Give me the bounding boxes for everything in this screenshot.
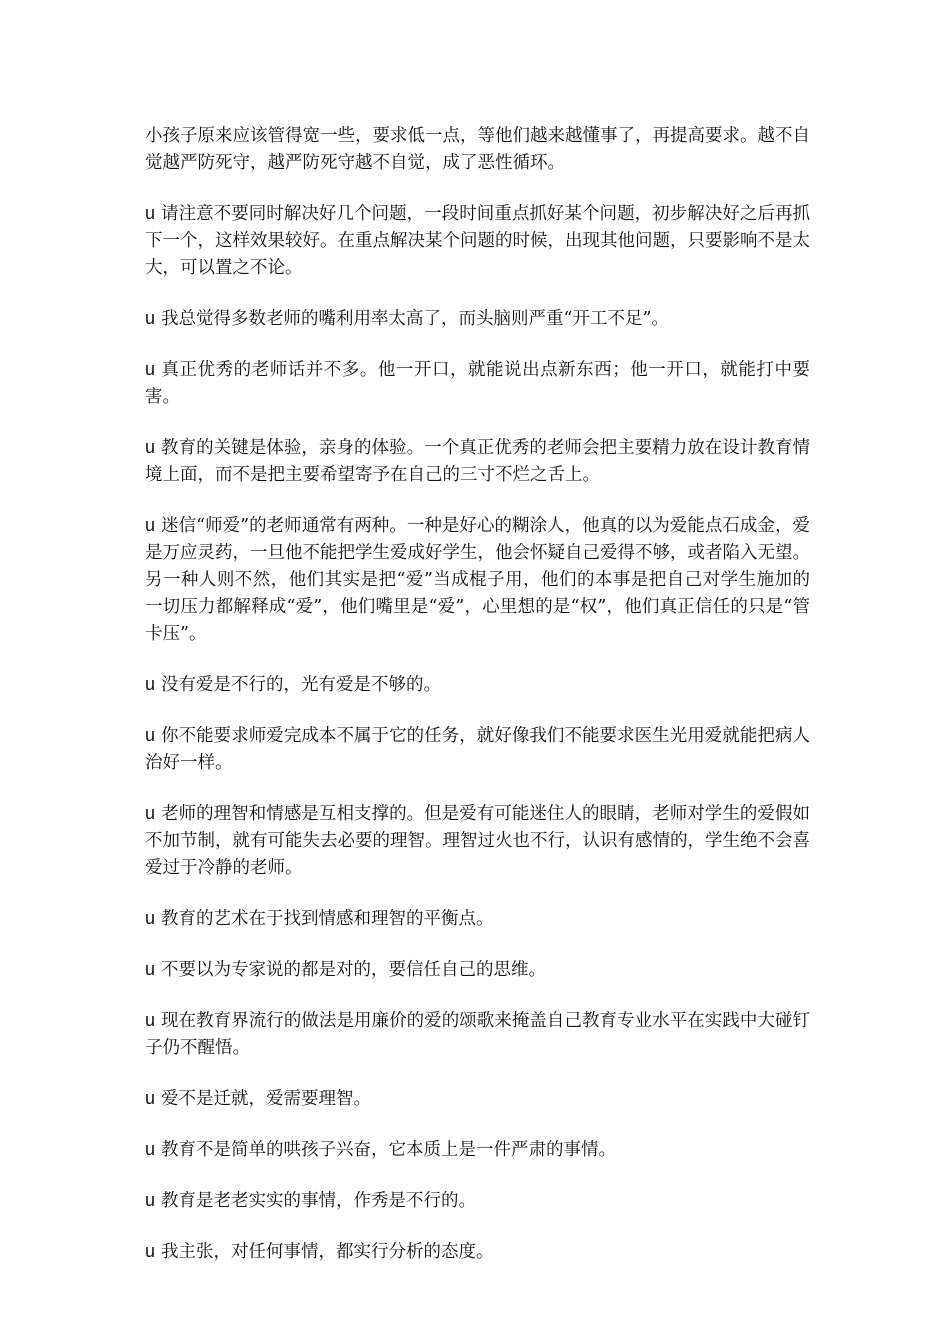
bullet-marker: u xyxy=(145,359,156,379)
bullet-marker: u xyxy=(145,308,156,328)
text-paragraph xyxy=(145,305,810,333)
bullet-marker: u xyxy=(145,674,156,694)
text-paragraph xyxy=(145,200,810,282)
bullet-marker: u xyxy=(145,1088,156,1108)
bullet-marker: u xyxy=(145,725,156,745)
text-paragraph xyxy=(145,671,810,699)
text-paragraph xyxy=(145,434,810,489)
paragraph-text: 你不能要求师爱完成本不属于它的任务，就好像我们不能要求医生光用爱就能把病人治好一样。 xyxy=(145,726,810,773)
bullet-marker: u xyxy=(145,803,156,823)
bullet-marker: u xyxy=(145,437,156,457)
paragraph-text: 现在教育界流行的做法是用廉价的爱的颂歌来掩盖自己教育专业水平在实践中大碰钉子仍不醒悟。 xyxy=(145,1011,810,1058)
paragraph-text: 爱不是迁就，爱需要理智。 xyxy=(161,1089,372,1109)
paragraph-text: 我主张，对任何事情，都实行分析的态度。 xyxy=(161,1242,494,1262)
paragraph-text: 真正优秀的老师话并不多。他一开口，就能说出点新东西；他一开口，就能打中要害。 xyxy=(145,360,810,407)
bullet-marker: u xyxy=(145,959,156,979)
paragraph-text: 教育是老老实实的事情，作秀是不行的。 xyxy=(161,1191,477,1211)
document-body xyxy=(145,123,810,1289)
text-paragraph xyxy=(145,512,810,648)
bullet-marker: u xyxy=(145,203,156,223)
paragraph-text: 教育的关键是体验，亲身的体验。一个真正优秀的老师会把主要精力放在设计教育情境上面，而不是把主要希望寄予在自己的三寸不烂之舌上。 xyxy=(145,438,810,485)
paragraph-text: 老师的理智和情感是互相支撑的。但是爱有可能迷住人的眼睛，老师对学生的爱假如不加节制，就有可能失去必要的理智。理智过火也不行，认识有感情的，学生绝不会喜爱过于冷静的老师。 xyxy=(145,804,810,878)
bullet-marker: u xyxy=(145,1241,156,1261)
text-paragraph xyxy=(145,800,810,882)
paragraph-text: 没有爱是不行的，光有爱是不够的。 xyxy=(161,675,442,695)
text-paragraph xyxy=(145,1187,810,1215)
paragraph-text: 我总觉得多数老师的嘴利用率太高了，而头脑则严重“开工不足”。 xyxy=(161,309,669,329)
text-paragraph xyxy=(145,1136,810,1164)
text-paragraph xyxy=(145,356,810,411)
text-paragraph xyxy=(145,1238,810,1266)
text-paragraph xyxy=(145,1007,810,1062)
bullet-marker: u xyxy=(145,515,156,535)
paragraph-text: 请注意不要同时解决好几个问题，一段时间重点抓好某个问题，初步解决好之后再抓下一个，这样效果较好。在重点解决某个问题的时候，出现其他问题，只要影响不是太大，可以置之不论。 xyxy=(145,204,810,278)
paragraph-text: 迷信“师爱”的老师通常有两种。一种是好心的糊涂人，他真的以为爱能点石成金，爱是万应灵药，一旦他不能把学生爱成好学生，他会怀疑自己爱得不够，或者陷入无望。另一种人则不然，他们其实是把“爱”当成棍子用，他们的本事是把自己对学生施加的一切压力都解释成“爱”，他们嘴里是“爱”，心里想的是“权”，他们真正信任的只是“管卡压”。 xyxy=(145,516,810,644)
text-paragraph xyxy=(145,905,810,933)
text-paragraph xyxy=(145,956,810,984)
text-paragraph xyxy=(145,123,810,177)
paragraph-text: 不要以为专家说的都是对的，要信任自己的思维。 xyxy=(161,960,547,980)
bullet-marker: u xyxy=(145,1139,156,1159)
text-paragraph xyxy=(145,1085,810,1113)
paragraph-text: 小孩子原来应该管得宽一些，要求低一点，等他们越来越懂事了，再提高要求。越不自觉越严防死守，越严防死守越不自觉，成了恶性循环。 xyxy=(145,126,810,173)
paragraph-text: 教育不是简单的哄孩子兴奋，它本质上是一件严肃的事情。 xyxy=(161,1140,617,1160)
bullet-marker: u xyxy=(145,908,156,928)
text-paragraph xyxy=(145,722,810,777)
bullet-marker: u xyxy=(145,1010,156,1030)
paragraph-text: 教育的艺术在于找到情感和理智的平衡点。 xyxy=(161,909,494,929)
bullet-marker: u xyxy=(145,1190,156,1210)
